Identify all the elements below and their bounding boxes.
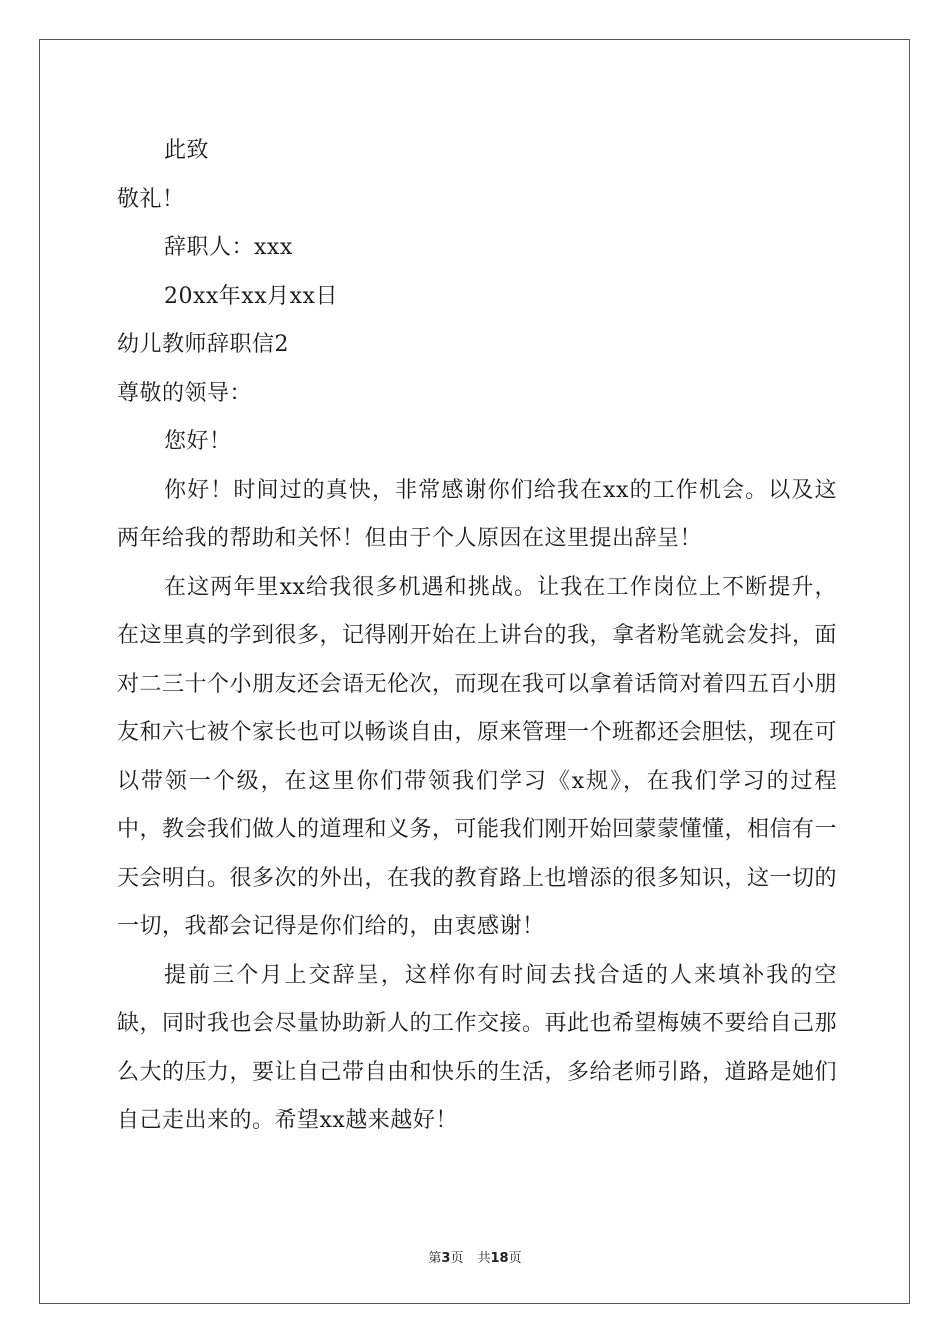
page-prefix: 第 <box>428 1251 442 1266</box>
closing-line-1: 此致 <box>164 138 210 163</box>
document-body <box>117 127 837 1146</box>
date-line: 20xx年xx月xx日 <box>164 283 338 309</box>
salutation: 尊敬的领导： <box>117 380 253 406</box>
page-suffix: 页 <box>450 1251 464 1266</box>
closing-line-2: 敬礼！ <box>117 186 185 212</box>
page-current: 3 <box>441 1251 451 1266</box>
page-total: 18 <box>490 1251 509 1266</box>
paragraph-2: 在这两年里xx给我很多机遇和挑战。让我在工作岗位上不断提升，在这里真的学到很多，记得刚开始在上讲台的我，拿者粉笔就会发抖，面对二三十个小朋友还会语无伦次，而现在我可以拿着话筒对着四五百小朋友和六七被个家长也可以畅谈自由，原来管理一个班都还会胆怯，现在可以带领一个级，在这里你们带领我们学习《x规》，在我们学习的过程中，教会我们做人的道理和义务，可能我们刚开始回蒙蒙懂懂，相信有一天会明白。很多次的外出，在我的教育路上也增添的很多知识，这一切的一切，我都会记得是你们给的，由衷感谢！ <box>117 574 838 939</box>
total-suffix: 页 <box>508 1251 522 1266</box>
greeting: 您好！ <box>164 429 232 454</box>
signer-line: 辞职人：xxx <box>164 235 293 260</box>
total-prefix: 共 <box>477 1251 491 1266</box>
paragraph-3: 提前三个月上交辞呈，这样你有时间去找合适的人来填补我的空缺，同时我也会尽量协助新人的工作交接。再此也希望梅姨不要给自己那么大的压力，要让自己带自由和快乐的生活，多给老师引路，道路是她们自己走出来的。希望xx越来越好！ <box>117 962 838 1133</box>
letter-title: 幼儿教师辞职信2 <box>117 332 289 357</box>
paragraph-1: 你好！时间过的真快，非常感谢你们给我在xx的工作机会。以及这两年给我的帮助和关怀！但由于个人原因在这里提出辞呈！ <box>117 477 837 551</box>
page-footer <box>0 1247 950 1266</box>
